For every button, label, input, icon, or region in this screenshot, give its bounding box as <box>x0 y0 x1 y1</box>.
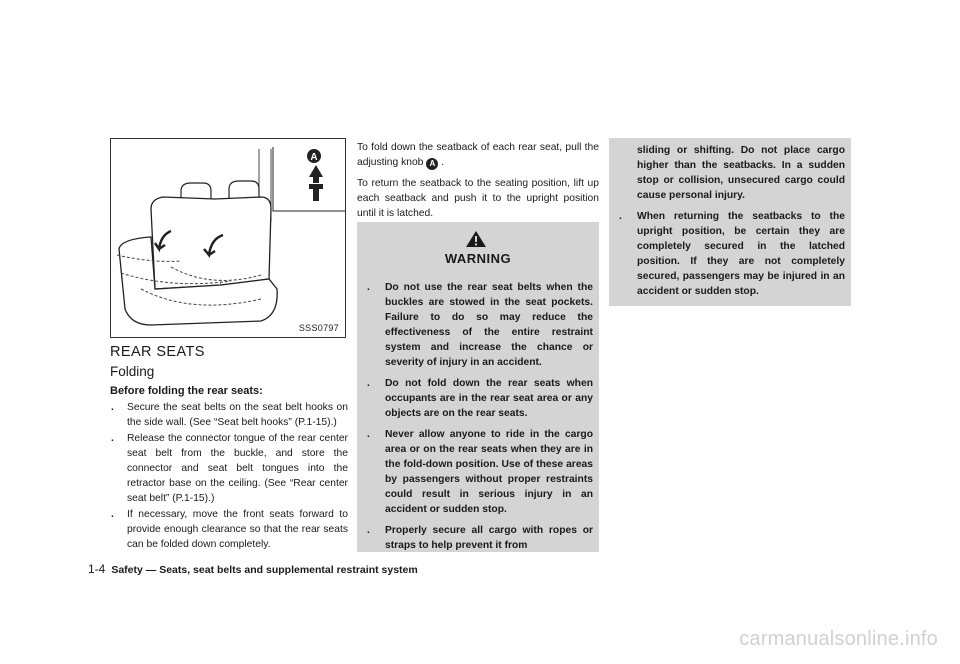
paragraph-fold <box>357 140 599 170</box>
warning-title: WARNING <box>444 251 512 266</box>
bullet-glyph: . <box>367 282 370 293</box>
list-item-text: Release the connector tongue of the rear center seat belt from the buckle, and store the connector and seat belt tongues into the retractor base on the ceiling. (See “Rear center seat belt” (P.1-15).) <box>127 433 348 504</box>
list-item <box>367 280 593 370</box>
warning-box-continued <box>609 138 851 306</box>
page-number: 1-4 <box>88 562 106 576</box>
section-title: REAR SEATS <box>110 344 205 360</box>
list-item-text: Properly secure all cargo with ropes or straps to help prevent it from <box>385 525 593 551</box>
watermark: carmanualsonline.info <box>739 628 938 650</box>
list-item-text: Do not fold down the rear seats when occupants are in the rear seat area or any objects are on the rear seats. <box>385 378 593 419</box>
seat-illustration <box>110 138 346 338</box>
paragraph-end: . <box>441 157 445 168</box>
before-folding-heading: Before folding the rear seats: <box>110 385 263 397</box>
warning-list-continued <box>619 143 845 305</box>
page-footer <box>88 562 418 576</box>
list-item <box>619 143 845 203</box>
list-item-text: sliding or shifting. Do not place cargo higher than the seatbacks. In a sudden stop or collision, unsecured cargo could cause personal injury. <box>637 145 845 201</box>
bullet-glyph: . <box>367 525 370 536</box>
procedure-text <box>357 140 599 227</box>
list-item <box>110 400 348 430</box>
list-item <box>110 507 348 552</box>
list-item-text: When returning the seatbacks to the upright position, be certain they are completely secured in the latched position. If they are not completely secured, passengers may be injured in an accident or sudden stop. <box>637 211 845 297</box>
bullet-glyph: . <box>619 211 622 222</box>
bullet-glyph: . <box>111 433 114 444</box>
bullet-glyph: . <box>111 509 114 520</box>
callout-a-marker: A <box>426 158 438 170</box>
warning-list <box>367 280 593 559</box>
list-item <box>619 209 845 299</box>
callout-a-label: A <box>310 152 318 163</box>
list-item-text: Do not use the rear seat belts when the buckles are stowed in the seat pockets. Failure to do so may reduce the effectiveness of the entire restraint system and increase the chance or severity of injury in an accident. <box>385 282 593 368</box>
figure-code: SSS0797 <box>298 323 339 333</box>
list-item <box>367 376 593 421</box>
warning-heading <box>357 230 599 266</box>
list-item <box>367 427 593 517</box>
bullet-glyph: . <box>111 402 114 413</box>
bullet-glyph: . <box>367 378 370 389</box>
list-item <box>367 523 593 553</box>
footer-section-title: Safety — Seats, seat belts and supplemental restraint system <box>111 564 418 576</box>
bullet-glyph: . <box>367 429 370 440</box>
list-item-text: Secure the seat belts on the seat belt hooks on the side wall. (See “Seat belt hooks” (P.1-15).) <box>127 402 348 428</box>
paragraph-return: To return the seatback to the seating position, lift up each seatback and push it to the upright position until it is latched. <box>357 178 599 219</box>
list-item-text: If necessary, move the front seats forward to provide enough clearance so that the rear seats can be folded down completely. <box>127 509 348 550</box>
paragraph-text: To fold down the seatback of each rear seat, pull the adjusting knob <box>357 142 599 168</box>
list-item-text: Never allow anyone to ride in the cargo area or on the rear seats when they are in the fold-down position. Use of these areas by passengers without proper restraints could result in serious injury in an accident or sudden stop. <box>385 429 593 515</box>
warning-box <box>357 222 599 552</box>
rear-seat-drawing <box>111 139 346 338</box>
list-item <box>110 431 348 506</box>
warning-triangle-icon <box>465 230 487 251</box>
preparation-list <box>110 400 348 553</box>
section-subtitle: Folding <box>110 364 155 379</box>
